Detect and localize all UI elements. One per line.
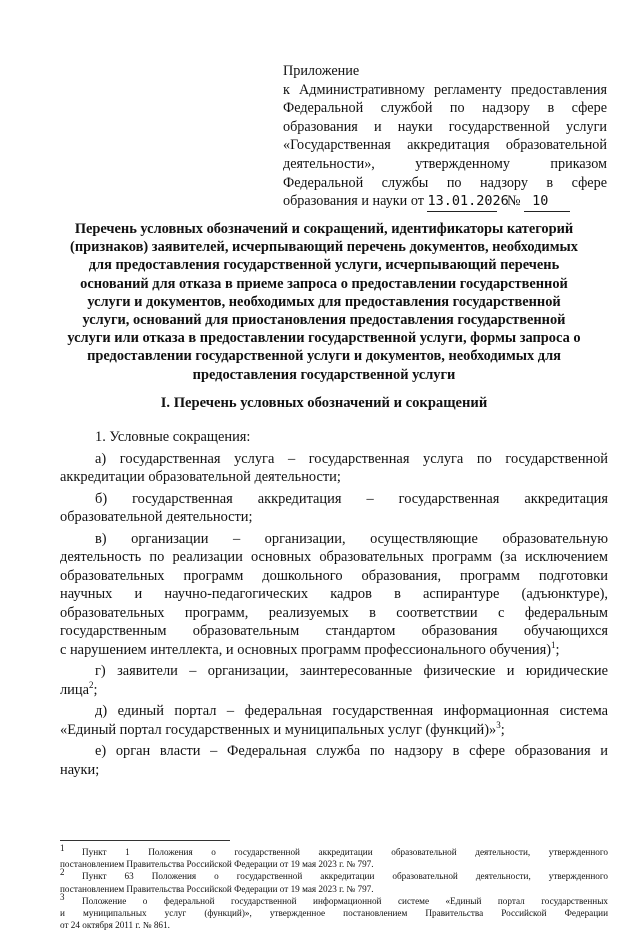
- title-line: оснований для отказа в приеме запроса о предоставлении государственной: [80, 275, 568, 292]
- footnote-ref: 1: [551, 639, 556, 650]
- footnote-ref: 3: [496, 719, 501, 730]
- paragraph-line: [60, 681, 608, 700]
- appendix-line: деятельности», утвержденному приказом: [283, 155, 607, 172]
- appendix-order-prefix: образования и науки от: [283, 193, 424, 210]
- footnote-number: 1: [60, 842, 65, 853]
- footnote-number: 2: [60, 867, 65, 878]
- paragraph-text: лица: [60, 681, 89, 698]
- section-heading: I. Перечень условных обозначений и сокращений: [160, 395, 488, 411]
- document-title: [58, 220, 590, 384]
- footnote-line: постановлением Правительства Российской Федерации от 19 мая 2023 г. № 797.: [60, 883, 374, 894]
- footnote-line: [60, 867, 608, 882]
- appendix-line: Федеральной службы по надзору в сфере: [283, 174, 607, 191]
- appendix-order-line: [283, 192, 607, 212]
- document-body: [60, 428, 608, 779]
- title-line: предоставлении государственной услуги и документов, необходимых для: [87, 348, 561, 365]
- punctuation: ;: [555, 641, 560, 658]
- title-line: услуги, оснований для приостановления предоставления государственной: [82, 312, 566, 329]
- footnote-separator: [60, 840, 230, 841]
- paragraph-line: аккредитации образовательной деятельности;: [60, 469, 341, 485]
- order-date: 13.01.2026: [427, 192, 497, 212]
- paragraph-line: образовательных программ дошкольного образования, программ подготовки: [60, 567, 608, 584]
- appendix-line: Приложение: [283, 63, 360, 79]
- footnote-text: Пункт 63 Положения о государственной аккредитации образовательной деятельности, утвержденного: [82, 871, 608, 882]
- footnote-text: Положение о федеральной государственной информационной системе «Единый портал государственных: [82, 895, 608, 906]
- paragraph-text: «Единый портал государственных и муниципальных услуг (функций)»: [60, 721, 497, 738]
- title-line: услуги или отказа в предоставлении государственной услуги, формы запроса о: [67, 330, 581, 347]
- appendix-line: образования и науки государственной услуги: [283, 118, 607, 135]
- footnote-line: и муниципальных услуг (функций)», утвержденное постановлением Правительства Российской Федерации: [60, 908, 608, 919]
- paragraph-line: [60, 641, 608, 660]
- appendix-line: Федеральной службой по надзору в сфере: [283, 100, 607, 117]
- footnote-line: [60, 891, 608, 907]
- footnote-text: Пункт 1 Положения о государственной аккредитации образовательной деятельности, утвержденного: [82, 847, 608, 857]
- title-line: предоставления государственной услуги: [192, 366, 456, 383]
- punctuation: ;: [93, 681, 98, 698]
- paragraph-line: б) государственная аккредитация – государственная аккредитация: [95, 490, 608, 507]
- paragraph-line: образовательной деятельности;: [60, 509, 253, 525]
- footnote-line: [60, 842, 608, 858]
- paragraph: 1. Условные сокращения:: [95, 429, 251, 445]
- paragraph-line: г) заявители – организации, заинтересованные физические и юридические: [95, 663, 608, 679]
- paragraph-line: науки;: [60, 761, 100, 778]
- paragraph-line: а) государственная услуга – государственная услуга по государственной: [95, 450, 608, 467]
- paragraph-line: научных и научно-педагогических кадров в аспирантуре (адъюнктуре),: [60, 586, 608, 602]
- footnote-number: 3: [60, 891, 65, 902]
- title-line: для предоставления государственной услуги, исчерпывающий перечень: [88, 257, 560, 274]
- footnote-ref: 2: [88, 679, 94, 690]
- footnote-line: от 24 октября 2011 г. № 861.: [60, 920, 170, 931]
- paragraph-line: деятельность по реализации основных образовательных программ (за исключением: [60, 549, 608, 565]
- order-number: 10: [524, 192, 570, 212]
- footnotes: [60, 842, 608, 931]
- paragraph-line: в) организации – организации, осуществляющие образовательную: [95, 530, 608, 547]
- paragraph-line: образовательных программ, реализуемых в соответствии с федеральным: [60, 604, 608, 621]
- punctuation: ;: [500, 721, 505, 738]
- title-line: Перечень условных обозначений и сокращений, идентификаторы категорий: [74, 221, 574, 237]
- paragraph-line: государственным образовательным стандартом образования обучающихся: [60, 623, 608, 639]
- order-number-sign: №: [507, 193, 521, 210]
- appendix-line: к Административному регламенту предоставления: [283, 81, 607, 98]
- title-line: услуги и документов, необходимых для предоставления государственной: [87, 293, 561, 310]
- paragraph-line: д) единый портал – федеральная государственная информационная система: [95, 703, 608, 719]
- paragraph-line: е) орган власти – Федеральная служба по надзору в сфере образования и: [95, 743, 608, 759]
- title-line: (признаков) заявителей, исчерпывающий перечень документов, необходимых: [70, 239, 578, 256]
- footnote-line: постановлением Правительства Российской Федерации от 19 мая 2023 г. № 797.: [60, 859, 374, 870]
- appendix-header: [283, 62, 607, 212]
- paragraph-line: [60, 721, 608, 740]
- appendix-line: «Государственная аккредитация образовательной: [283, 137, 607, 154]
- paragraph-text: с нарушением интеллекта, и основных программ профессионального обучения): [60, 641, 552, 658]
